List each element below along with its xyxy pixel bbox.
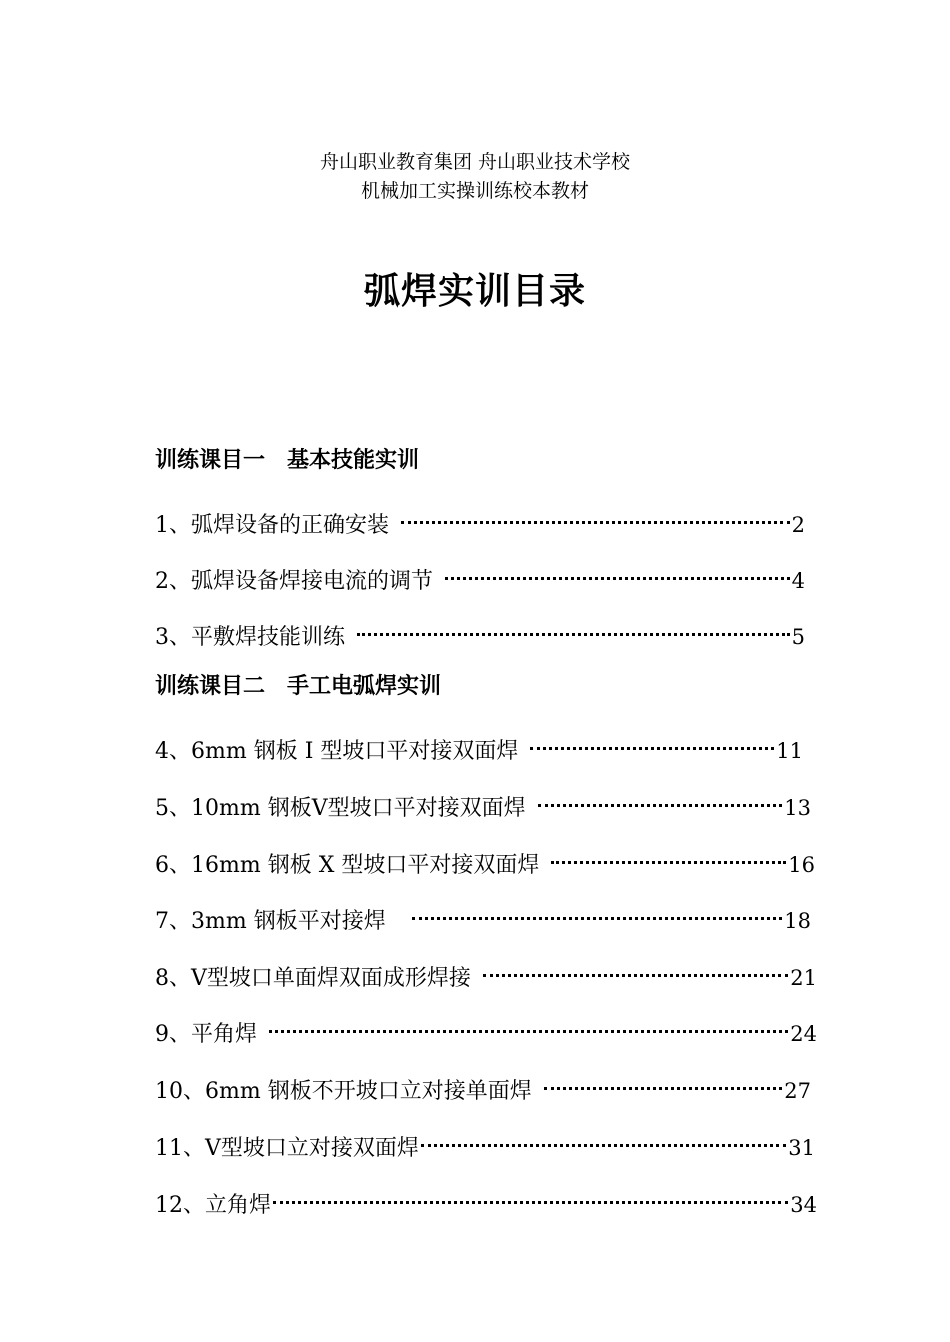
toc-page-number: 18 bbox=[784, 909, 811, 933]
toc-entry-text: 3、平敷焊技能训练 bbox=[155, 625, 345, 650]
toc-entry-text: 2、弧焊设备焊接电流的调节 bbox=[155, 569, 433, 594]
dot-leader bbox=[401, 502, 790, 532]
dot-leader bbox=[445, 558, 790, 588]
section-heading-1: 训练课目一 基本技能实训 bbox=[155, 448, 420, 473]
toc-entry-text: 10、6mm 钢板不开坡口立对接单面焊 bbox=[155, 1079, 532, 1104]
section-heading-2: 训练课目二 手工电弧焊实训 bbox=[155, 674, 442, 699]
toc-entry[interactable] bbox=[155, 1068, 811, 1104]
dot-leader bbox=[412, 898, 783, 928]
dot-leader bbox=[551, 842, 786, 872]
toc-page-number: 21 bbox=[790, 966, 817, 990]
toc-entry-text: 7、3mm 钢板平对接焊 bbox=[155, 909, 386, 934]
toc-page-number: 34 bbox=[790, 1193, 817, 1217]
toc-page-number: 4 bbox=[791, 569, 805, 593]
toc-entry[interactable] bbox=[155, 785, 811, 821]
toc-page-number: 11 bbox=[776, 739, 803, 763]
toc-entry-text: 6、16mm 钢板 X 型坡口平对接双面焊 bbox=[155, 853, 540, 878]
dot-leader bbox=[530, 728, 774, 758]
toc-entry-text: 5、10mm 钢板Ⅴ型坡口平对接双面焊 bbox=[155, 796, 526, 821]
toc-page-number: 16 bbox=[788, 853, 815, 877]
dot-leader bbox=[273, 1182, 788, 1212]
header-textbook-name: 机械加工实操训练校本教材 bbox=[360, 180, 589, 202]
toc-entry[interactable] bbox=[155, 614, 805, 650]
toc-entry[interactable] bbox=[155, 842, 815, 878]
toc-entry[interactable] bbox=[155, 898, 811, 934]
toc-page-number: 2 bbox=[791, 513, 805, 537]
page-title: 弧焊实训目录 bbox=[363, 271, 586, 312]
toc-entry[interactable] bbox=[155, 502, 805, 538]
toc-page-number: 27 bbox=[784, 1079, 811, 1103]
dot-leader bbox=[538, 785, 783, 815]
toc-entry[interactable] bbox=[155, 1182, 817, 1218]
toc-entry-text: 12、立角焊 bbox=[155, 1193, 271, 1218]
toc-entry-text: 4、6mm 钢板 I 型坡口平对接双面焊 bbox=[155, 739, 519, 764]
dot-leader bbox=[269, 1011, 788, 1041]
header-organization: 舟山职业教育集团 舟山职业技术学校 bbox=[319, 151, 631, 173]
table-of-contents bbox=[155, 0, 820, 1342]
dot-leader bbox=[421, 1125, 786, 1155]
toc-entry[interactable] bbox=[155, 1125, 815, 1161]
dot-leader bbox=[544, 1068, 783, 1098]
toc-entry-text: 8、Ⅴ型坡口单面焊双面成形焊接 bbox=[155, 966, 471, 991]
dot-leader bbox=[483, 955, 788, 985]
toc-entry-text: 1、弧焊设备的正确安装 bbox=[155, 513, 389, 538]
toc-entry[interactable] bbox=[155, 955, 817, 991]
toc-page-number: 5 bbox=[791, 625, 805, 649]
toc-entry[interactable] bbox=[155, 728, 803, 764]
toc-page-number: 24 bbox=[790, 1022, 817, 1046]
dot-leader bbox=[357, 614, 790, 644]
toc-page-number: 13 bbox=[784, 796, 811, 820]
toc-entry[interactable] bbox=[155, 558, 805, 594]
toc-entry-text: 9、平角焊 bbox=[155, 1022, 257, 1047]
toc-entry[interactable] bbox=[155, 1011, 817, 1047]
toc-page-number: 31 bbox=[788, 1136, 815, 1160]
toc-entry-text: 11、Ⅴ型坡口立对接双面焊 bbox=[155, 1136, 419, 1161]
